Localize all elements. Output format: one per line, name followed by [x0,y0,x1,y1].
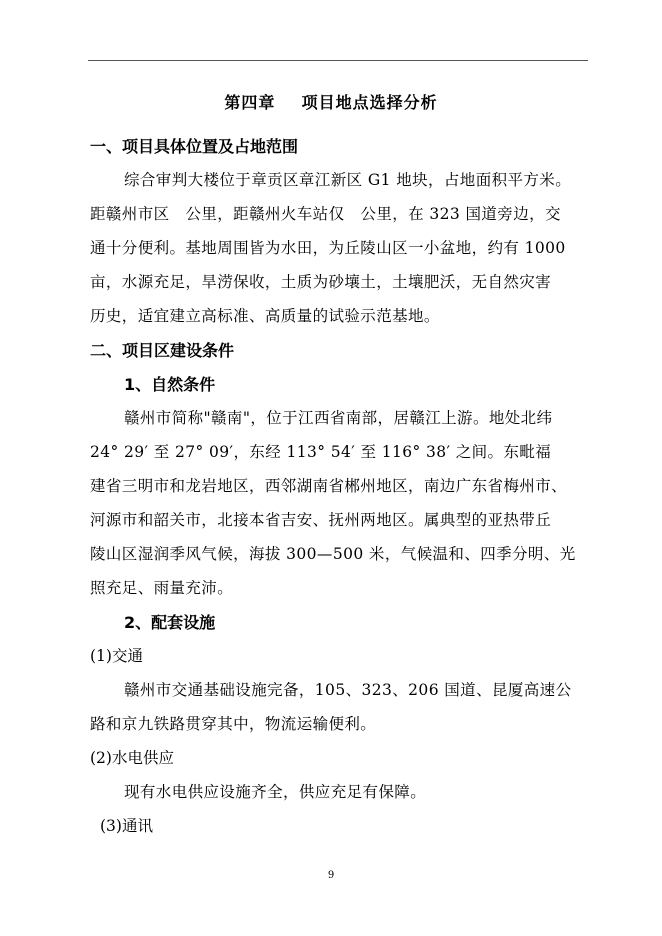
paragraph-line: 建省三明市和龙岩地区，西邻湖南省郴州地区，南边广东省梅州市、 [90,477,568,495]
paragraph-line: 赣州市交通基础设施完备，105、323、206 国道、昆厦高速公 [124,681,572,699]
section-heading-location: 一、项目具体位置及占地范围 [90,137,299,156]
paragraph-line: 亩，水源充足，旱涝保收，土质为砂壤土，土壤肥沃，无自然灾害 [90,273,552,291]
paragraph-line: 综合审判大楼位于章贡区章江新区 G1 地块，占地面积平方米。 [124,171,572,189]
paragraph-line: 照充足、雨量充沛。 [90,579,234,597]
header-rule [88,60,588,61]
item-label-utilities: (2)水电供应 [90,749,174,767]
paragraph-line: 赣州市简称"赣南"，位于江西省南部，居赣江上游。地处北纬 [124,409,553,427]
paragraph-line: 现有水电供应设施齐全，供应充足有保障。 [124,783,427,801]
item-label-communications: (3)通讯 [100,817,153,835]
section-heading-conditions: 二、项目区建设条件 [90,341,235,360]
paragraph-line: 陵山区湿润季风气候，海拔 300—500 米，气候温和、四季分明、光 [90,545,576,563]
paragraph-line: 24° 29′ 至 27° 09′，东经 113° 54′ 至 116° 38′ 之间。东毗福 [90,443,552,461]
paragraph-line: 距赣州市区 公里，距赣州火车站仅 公里，在 323 国道旁边，交 [90,205,561,223]
paragraph-line: 历史，适宜建立高标准、高质量的试验示范基地。 [90,307,440,325]
item-label-transport: (1)交通 [90,647,143,665]
page-number: 9 [327,870,335,881]
paragraph-line: 通十分便利。基地周围皆为水田，为丘陵山区一小盆地，约有 1000 [90,239,566,257]
paragraph-line: 路和京九铁路贯穿其中，物流运输便利。 [90,715,377,733]
subsection-heading-facilities: 2、配套设施 [124,613,216,632]
paragraph-line: 河源市和韶关市，北接本省吉安、抚州两地区。属典型的亚热带丘 [90,511,552,529]
subsection-heading-natural: 1、自然条件 [124,375,216,394]
chapter-title: 第四章 项目地点选择分析 [224,93,438,112]
